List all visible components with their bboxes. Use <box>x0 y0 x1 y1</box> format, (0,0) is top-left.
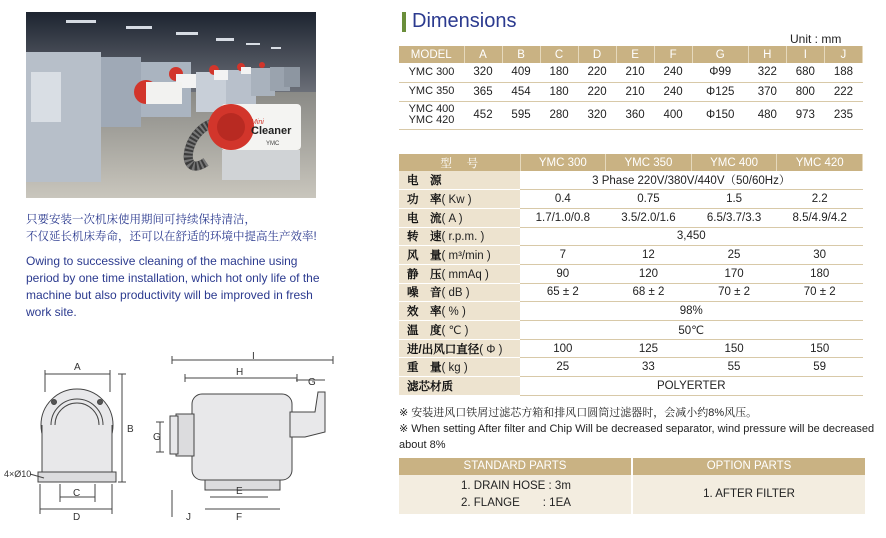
note-chinese: ※ 安装进风口铁屑过滤芯方箱和排风口圆筒过滤器时，会减小约8%风压。 <box>399 407 758 419</box>
table-cell: 280 <box>540 101 578 129</box>
label-i: I <box>252 352 255 362</box>
spec-header-model: YMC 400 <box>691 154 777 171</box>
spec-header-label: 型 号 <box>399 154 520 171</box>
option-parts-item: 1. AFTER FILTER <box>633 475 865 514</box>
spec-value: 30 <box>777 246 863 265</box>
dim-header-f: F <box>654 46 692 63</box>
dimensions-heading: Dimensions <box>412 10 517 32</box>
table-cell: 210 <box>616 63 654 82</box>
table-cell: 370 <box>748 82 786 101</box>
spec-value: 8.5/4.9/4.2 <box>777 208 863 227</box>
table-cell: 180 <box>540 82 578 101</box>
spec-value: 7 <box>520 246 606 265</box>
spec-label-zh: 功 率 <box>407 194 442 207</box>
spec-header-model: YMC 420 <box>777 154 863 171</box>
spec-value: 2.2 <box>777 190 863 209</box>
spec-value: 12 <box>606 246 692 265</box>
chinese-line-1: 只要安装一次机床使用期间可持续保持清洁， <box>26 214 256 226</box>
specifications-table <box>399 154 863 396</box>
spec-label <box>399 358 520 377</box>
model-cell <box>399 101 464 129</box>
unit-label: Unit : mm <box>790 32 842 46</box>
english-description: Owing to successive cleaning of the machine using period by one time installation, which hot only life of the machine but also productivity will be improved in fresh work site. <box>26 254 320 319</box>
table-cell: 240 <box>654 82 692 101</box>
spec-value: 0.4 <box>520 190 606 209</box>
spec-label-en: ( Kw ) <box>441 194 472 207</box>
spec-row-efficiency <box>399 302 863 321</box>
spec-label <box>399 227 520 246</box>
list-item: 1. DRAIN HOSE : 3m <box>461 480 571 492</box>
dim-header-g: G <box>692 46 748 63</box>
model-line-2: YMC 420 <box>408 114 455 126</box>
standard-parts-list <box>399 475 631 514</box>
spec-value: 68 ± 2 <box>606 283 692 302</box>
spec-header-model: YMC 300 <box>520 154 606 171</box>
spec-value: 3.5/2.0/1.6 <box>606 208 692 227</box>
spec-label-en: ( % ) <box>441 306 466 319</box>
spec-label <box>399 171 520 190</box>
label-holes: 4×Ø10 <box>4 469 32 479</box>
spec-label-en: ( mmAq ) <box>441 268 489 281</box>
spec-value: 1.7/1.0/0.8 <box>520 208 606 227</box>
table-cell: 220 <box>578 63 616 82</box>
spec-label-en: ( r.p.m. ) <box>441 231 485 244</box>
spec-value: 0.75 <box>606 190 692 209</box>
table-cell: 188 <box>824 63 862 82</box>
technical-drawing <box>0 352 345 533</box>
spec-row-weight <box>399 358 863 377</box>
table-cell: 595 <box>502 101 540 129</box>
title-accent-bar <box>402 12 406 32</box>
spec-label <box>399 377 520 396</box>
spec-label <box>399 302 520 321</box>
photo-brand-prefix: Mini <box>251 119 264 126</box>
dim-header-h: H <box>748 46 786 63</box>
spec-label-zh: 电 源 <box>407 175 442 188</box>
spec-label-en: ( Φ ) <box>479 343 503 356</box>
spec-row-power <box>399 190 863 209</box>
spec-label-en: ( m³/min ) <box>441 250 491 263</box>
table-cell: 222 <box>824 82 862 101</box>
spec-value: 70 ± 2 <box>777 283 863 302</box>
side-view-drawing <box>156 356 333 517</box>
table-cell: 235 <box>824 101 862 129</box>
spec-label-zh: 效 率 <box>407 306 442 319</box>
dim-header-c: C <box>540 46 578 63</box>
table-cell: 320 <box>464 63 502 82</box>
spec-row-static-pressure <box>399 264 863 283</box>
list-item: 2. FLANGE : 1EA <box>461 497 571 509</box>
dim-header-a: A <box>464 46 502 63</box>
spec-row-power-supply <box>399 171 863 190</box>
table-cell: 365 <box>464 82 502 101</box>
table-cell: 800 <box>786 82 824 101</box>
spec-label <box>399 190 520 209</box>
spec-label <box>399 339 520 358</box>
spec-row-current <box>399 208 863 227</box>
table-cell: 210 <box>616 82 654 101</box>
dim-header-i: I <box>786 46 824 63</box>
spec-span-value: 98% <box>520 302 863 321</box>
table-cell: 480 <box>748 101 786 129</box>
table-cell: 220 <box>578 82 616 101</box>
parts-box <box>399 458 865 514</box>
dimensions-table <box>399 46 863 130</box>
label-g-top: G <box>308 377 316 388</box>
spec-label-en: ( kg ) <box>441 362 468 375</box>
spec-row-temperature <box>399 321 863 340</box>
dim-header-d: D <box>578 46 616 63</box>
chinese-line-2: 不仅延长机床寿命，还可以在舒适的环境中提高生产效率! <box>26 231 317 243</box>
table-row <box>399 82 863 101</box>
dim-header-model: MODEL <box>399 46 464 63</box>
spec-row-airflow <box>399 246 863 265</box>
spec-header-row <box>399 154 863 171</box>
spec-label-zh: 进/出风口直径 <box>407 343 480 356</box>
spec-value: 25 <box>691 246 777 265</box>
model-cell: YMC 350 <box>399 82 464 101</box>
table-cell: 320 <box>578 101 616 129</box>
model-cell: YMC 300 <box>399 63 464 82</box>
spec-label <box>399 283 520 302</box>
spec-value: 125 <box>606 339 692 358</box>
note-english: ※ When setting After filter and Chip Will be decreased separator, wind pressure will be decreased about 8% <box>399 423 875 451</box>
spec-row-port-diameter <box>399 339 863 358</box>
spec-label-en: ( dB ) <box>441 287 470 300</box>
spec-header-model: YMC 350 <box>606 154 692 171</box>
spec-label-en: ( A ) <box>441 212 463 225</box>
spec-value: 180 <box>777 264 863 283</box>
spec-label-zh: 电 流 <box>407 212 442 225</box>
label-c: C <box>73 488 81 499</box>
dim-header-b: B <box>502 46 540 63</box>
photo-brand-text: Cleaner <box>251 125 292 137</box>
dim-header-j: J <box>824 46 862 63</box>
label-e: E <box>236 486 243 497</box>
spec-span-value: 3 Phase 220V/380V/440V（50/60Hz） <box>520 171 863 190</box>
spec-label-zh: 温 度 <box>407 324 442 337</box>
spec-value: 1.5 <box>691 190 777 209</box>
spec-label-zh: 重 量 <box>407 362 442 375</box>
dim-header-e: E <box>616 46 654 63</box>
spec-label <box>399 246 520 265</box>
spec-value: 25 <box>520 358 606 377</box>
spec-label-zh: 风 量 <box>407 250 442 263</box>
standard-parts-header: STANDARD PARTS <box>399 458 631 475</box>
spec-span-value: 3,450 <box>520 227 863 246</box>
label-g-side: G <box>153 432 161 443</box>
spec-span-value: POLYERTER <box>520 377 863 396</box>
spec-label <box>399 264 520 283</box>
chinese-description <box>26 212 326 246</box>
spec-row-speed <box>399 227 863 246</box>
model-line-1: YMC 400 <box>408 103 455 115</box>
table-row <box>399 63 863 82</box>
spec-value: 150 <box>691 339 777 358</box>
factory-photo <box>26 12 316 198</box>
table-cell: 680 <box>786 63 824 82</box>
table-cell: Φ125 <box>692 82 748 101</box>
spec-value: 100 <box>520 339 606 358</box>
spec-label-zh: 静 压 <box>407 268 442 281</box>
table-row <box>399 101 863 129</box>
table-cell: 360 <box>616 101 654 129</box>
option-parts-header: OPTION PARTS <box>633 458 865 475</box>
label-b: B <box>127 424 134 435</box>
spec-row-filter-material <box>399 377 863 396</box>
spec-value: 55 <box>691 358 777 377</box>
spec-label-zh: 噪 音 <box>407 287 442 300</box>
table-cell: 973 <box>786 101 824 129</box>
spec-span-value: 50℃ <box>520 321 863 340</box>
spec-label-zh: 滤芯材质 <box>407 380 453 393</box>
label-d: D <box>73 512 81 523</box>
table-cell: 322 <box>748 63 786 82</box>
spec-label <box>399 208 520 227</box>
dimensions-title <box>402 10 516 33</box>
label-j: J <box>186 512 191 523</box>
spec-value: 90 <box>520 264 606 283</box>
spec-value: 59 <box>777 358 863 377</box>
spec-label-zh: 转 速 <box>407 231 442 244</box>
notes <box>399 405 886 453</box>
label-a: A <box>74 362 81 373</box>
spec-value: 70 ± 2 <box>691 283 777 302</box>
spec-row-noise <box>399 283 863 302</box>
table-cell: 454 <box>502 82 540 101</box>
spec-label-en: ( ℃ ) <box>441 324 469 337</box>
table-cell: Φ99 <box>692 63 748 82</box>
table-cell: 452 <box>464 101 502 129</box>
table-cell: 400 <box>654 101 692 129</box>
spec-value: 170 <box>691 264 777 283</box>
label-f: F <box>236 512 243 523</box>
photo-model-text: YMC <box>266 141 280 147</box>
spec-value: 6.5/3.7/3.3 <box>691 208 777 227</box>
dimensions-header-row <box>399 46 863 63</box>
spec-value: 65 ± 2 <box>520 283 606 302</box>
table-cell: Φ150 <box>692 101 748 129</box>
label-h: H <box>236 367 244 378</box>
table-cell: 240 <box>654 63 692 82</box>
table-cell: 180 <box>540 63 578 82</box>
spec-label <box>399 321 520 340</box>
spec-value: 150 <box>777 339 863 358</box>
table-cell: 409 <box>502 63 540 82</box>
spec-value: 33 <box>606 358 692 377</box>
spec-value: 120 <box>606 264 692 283</box>
